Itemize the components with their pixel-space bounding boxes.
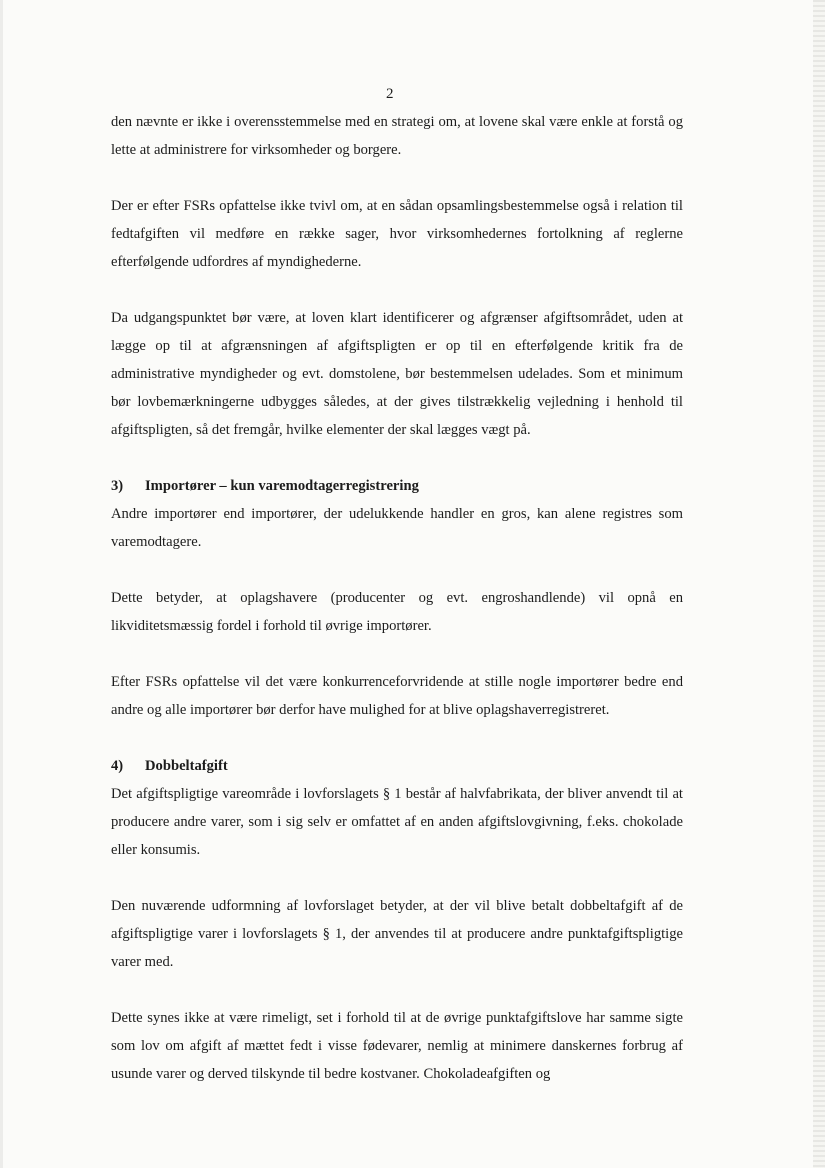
section-3-paragraph-3: Efter FSRs opfattelse vil det være konkurrenceforvridende at stille nogle importører bedre end andre og alle importører bør derfor have mulighed for at blive oplagshaverregistreret. [111, 674, 683, 718]
section-4-paragraph-1: Det afgiftspligtige vareområde i lovforslagets § 1 består af halvfabrikata, der bliver anvendt til at producere andre varer, som i sig selv er omfattet af en anden afgiftslovgivning, f.eks. chokolade eller konsumis. [111, 786, 683, 858]
paragraph-intro-1: den nævnte er ikke i overensstemmelse med en strategi om, at lovene skal være enkle at forstå og lette at administrere for virksomheder og borgere. [111, 114, 683, 158]
section-3-title: Importører – kun varemodtagerregistrering [145, 478, 419, 494]
page-number: 2 [386, 86, 394, 102]
document-body [111, 108, 683, 1116]
section-4-number: 4) [111, 758, 124, 774]
section-4-paragraph-3: Dette synes ikke at være rimeligt, set i forhold til at de øvrige punktafgiftslove har samme sigte som lov om afgift af mættet fedt i visse fødevarer, nemlig at minimere danskernes forbrug af usunde varer og derved tilskynde til bedre kostvaner. Chokoladeafgiften og [111, 1010, 683, 1082]
section-4-title: Dobbeltafgift [145, 758, 228, 774]
section-3-paragraph-2: Dette betyder, at oplagshavere (producenter og evt. engroshandlende) vil opnå en likviditetsmæssig fordel i forhold til øvrige importører. [111, 590, 683, 634]
section-3-number: 3) [111, 478, 124, 494]
section-3-paragraph-1: Andre importører end importører, der udelukkende handler en gros, kan alene registres som varemodtagere. [111, 506, 683, 550]
section-4-paragraph-2: Den nuværende udformning af lovforslaget betyder, at der vil blive betalt dobbeltafgift af de afgiftspligtige varer i lovforslagets § 1, der anvendes til at producere andre punktafgiftspligtige varer med. [111, 898, 683, 970]
scan-edge-left [0, 0, 3, 1168]
paragraph-intro-2: Der er efter FSRs opfattelse ikke tvivl om, at en sådan opsamlingsbestemmelse også i relation til fedtafgiften vil medføre en række sager, hvor virksomhedernes fortolkning af reglerne efterfølgende udfordres af myndighederne. [111, 198, 683, 270]
paragraph-intro-3: Da udgangspunktet bør være, at loven klart identificerer og afgrænser afgiftsområdet, uden at lægge op til at afgrænsningen af afgiftspligten er op til en efterfølgende kritik fra de administrative myndigheder og evt. domstolene, bør bestemmelsen udelades. Som et minimum bør lovbemærkningerne udbygges således, at der gives tilstrækkelig vejledning i henhold til afgiftspligten, så det fremgår, hvilke elementer der skal lægges vægt på. [111, 310, 683, 438]
section-4-heading [111, 752, 683, 780]
section-3-heading [111, 472, 683, 500]
scan-edge-right [813, 0, 825, 1168]
